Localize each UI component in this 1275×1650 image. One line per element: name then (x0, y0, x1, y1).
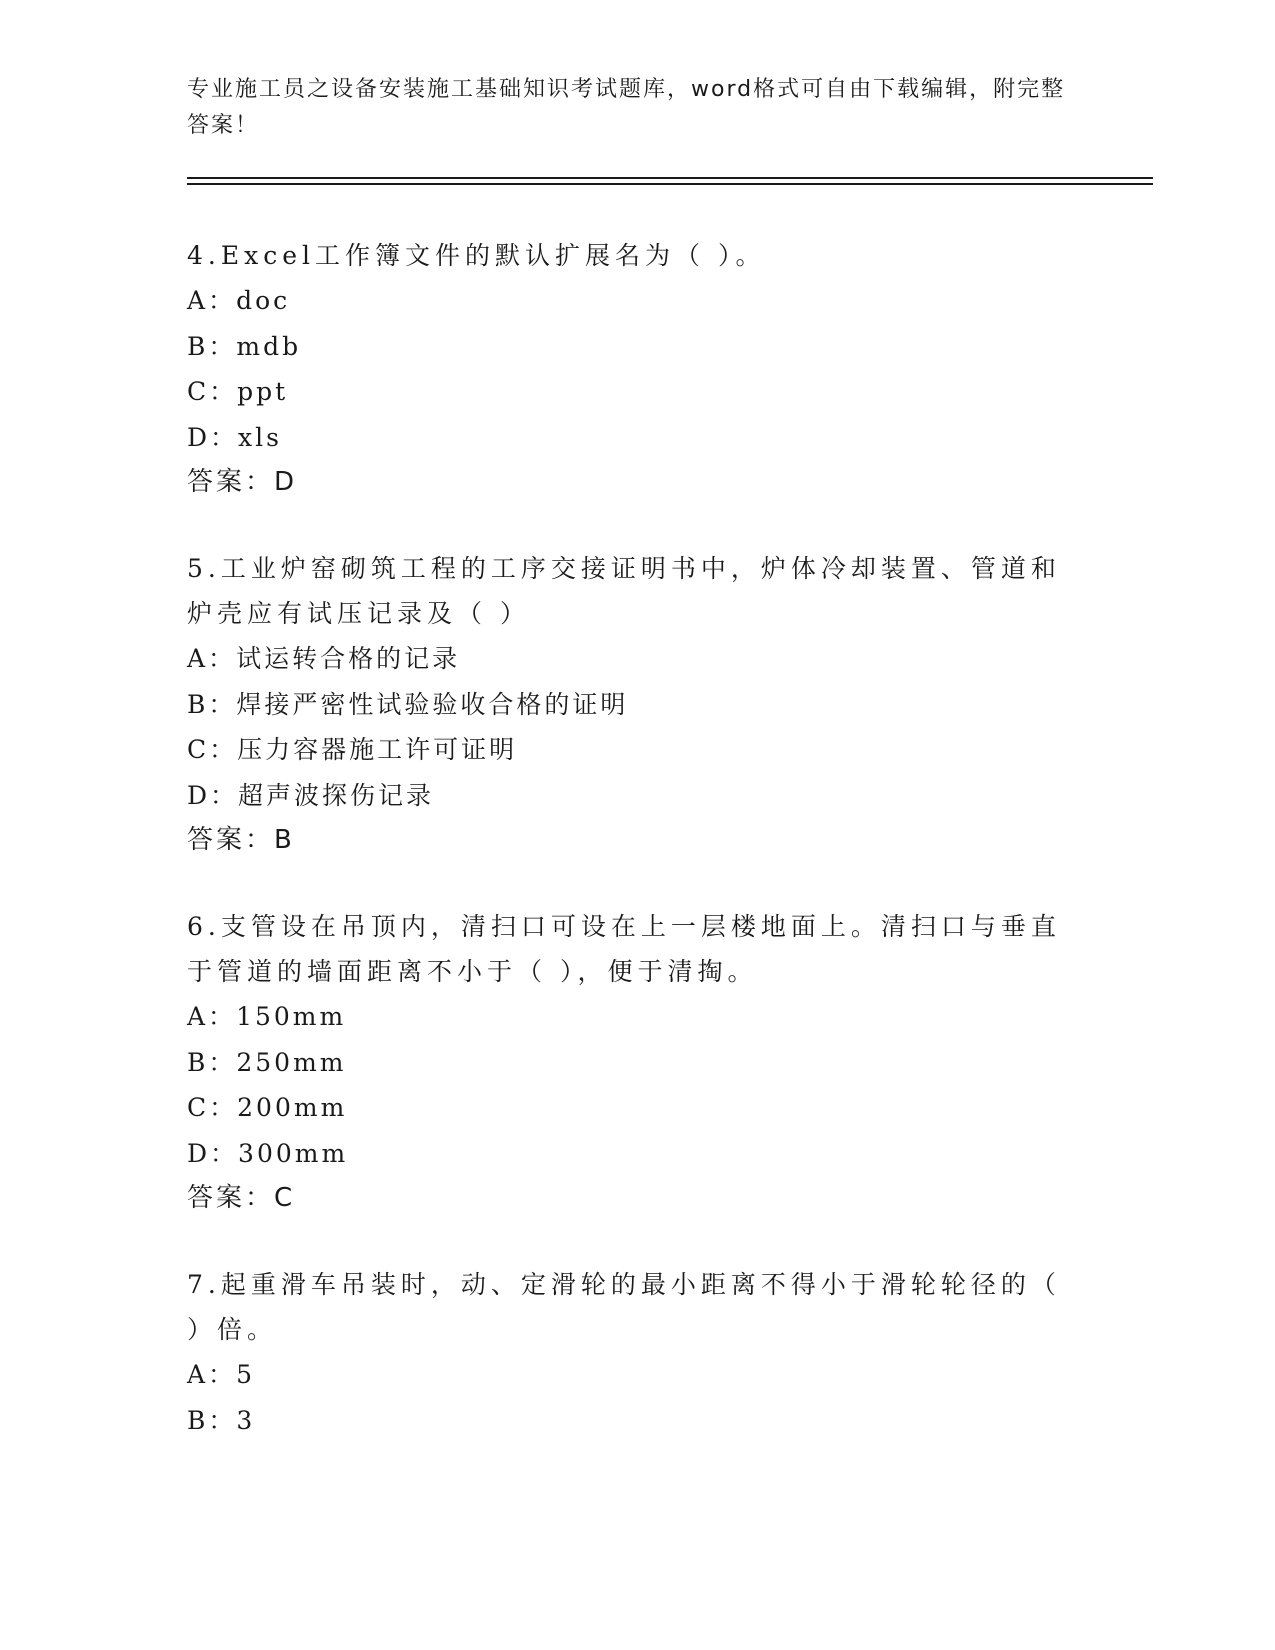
question-item (187, 233, 1087, 504)
question-text: 7.起重滑车吊装时，动、定滑轮的最小距离不得小于滑轮轮径的（ ）倍。 (187, 1270, 1061, 1344)
option-text: 200mm (237, 1093, 348, 1122)
option-letter: D： (187, 780, 239, 810)
question-list (187, 233, 1087, 1485)
option-b (187, 1040, 1087, 1086)
option-letter: D： (187, 1138, 239, 1168)
option-text: 150mm (236, 1002, 347, 1031)
answer-label: 答案：C (187, 1183, 296, 1213)
answer-label: 答案：D (187, 467, 298, 497)
option-text: 3 (236, 1405, 256, 1435)
option-letter: B： (187, 1405, 237, 1435)
option-letter: A： (187, 1002, 237, 1031)
option-c (187, 727, 1087, 773)
question-text: 6.支管设在吊顶内，清扫口可设在上一层楼地面上。清扫口与垂直于管道的墙面距离不小于（ ），便于清掏。 (187, 912, 1061, 986)
option-text: 250mm (236, 1047, 347, 1077)
option-text: ppt (237, 377, 289, 406)
option-a (187, 1352, 1087, 1398)
header-rule-bottom (187, 183, 1153, 185)
option-d (187, 773, 1087, 819)
option-a (187, 994, 1087, 1040)
option-b (187, 1398, 1087, 1444)
answer-label: 答案：B (187, 825, 295, 855)
option-letter: B： (187, 1047, 237, 1077)
option-b (187, 682, 1087, 728)
option-text: 5 (236, 1360, 255, 1389)
option-text: mdb (236, 331, 302, 361)
question-text: 4.Excel工作簿文件的默认扩展名为（ ）。 (187, 241, 766, 270)
question-item (187, 1262, 1087, 1443)
option-letter: B： (187, 331, 237, 361)
option-letter: A： (187, 644, 237, 673)
question-text: 5.工业炉窑砌筑工程的工序交接证明书中，炉体冷却装置、管道和炉壳应有试压记录及（ ） (187, 554, 1061, 628)
option-letter: C： (187, 735, 238, 764)
option-letter: C： (187, 1093, 238, 1122)
option-letter: A： (187, 1360, 237, 1389)
option-c (187, 1085, 1087, 1131)
option-letter: D： (187, 422, 239, 452)
option-a (187, 636, 1087, 682)
option-text: doc (236, 286, 291, 315)
option-d (187, 415, 1087, 461)
option-text: 焊接严密性试验验收合格的证明 (236, 689, 629, 719)
option-text: 300mm (238, 1138, 349, 1168)
option-text: xls (238, 422, 282, 452)
question-item (187, 546, 1087, 862)
option-letter: C： (187, 377, 238, 406)
document-header: 专业施工员之设备安装施工基础知识考试题库，word格式可自由下载编辑，附完整答案！ (187, 77, 1066, 138)
option-c (187, 369, 1087, 415)
option-letter: A： (187, 286, 237, 315)
option-text: 超声波探伤记录 (238, 780, 435, 810)
header-rule-top (187, 177, 1153, 179)
option-d (187, 1131, 1087, 1177)
option-b (187, 324, 1087, 370)
option-a (187, 278, 1087, 324)
option-text: 压力容器施工许可证明 (237, 735, 518, 764)
option-text: 试运转合格的记录 (236, 644, 461, 673)
question-item (187, 904, 1087, 1220)
option-letter: B： (187, 689, 237, 719)
